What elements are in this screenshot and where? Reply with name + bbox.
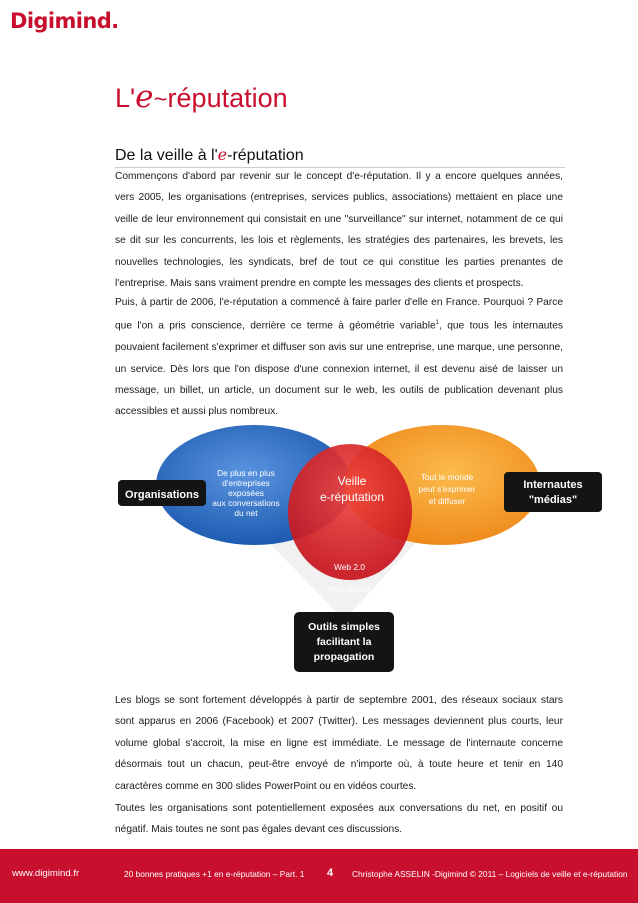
- subtitle-suffix: -réputation: [227, 147, 304, 164]
- veille-circle: [288, 444, 412, 580]
- paragraph-3: Les blogs se sont fortement développés à partir de septembre 2001, des réseaux sociaux stars sont apparus en 2006 (Facebook) et 2007 (Twitter). Les messages deviennent plus courts, leur volume global s'accroit, la mise en ligne est immédiate. Le message de l'internaute concerne désormais tout un chacun, peut-être envoyé de n'importe où, à toute heure et tenir en 140 caractères comme en 300 slides PowerPoint ou en vidéos courtes.: [115, 695, 563, 792]
- outils-label-3: propagation: [313, 651, 375, 663]
- left-text-2: d'entreprises: [222, 478, 270, 488]
- outils-label-2: facilitant la: [316, 636, 372, 648]
- footer-bar: [0, 849, 638, 903]
- footer-page-number: 4: [327, 867, 334, 879]
- right-text-3: et diffuser: [428, 496, 466, 506]
- left-text-5: du net: [234, 508, 258, 518]
- ereputation-diagram: [112, 420, 612, 680]
- paragraph-4: Toutes les organisations sont potentiellement exposées aux conversations du net, en positif ou négatif. Mais toutes ne sont pas égales devant ces discussions.: [115, 803, 563, 836]
- right-text-1: Tout le monde: [420, 472, 474, 482]
- center-label-2: e-réputation: [319, 490, 385, 504]
- internautes-label-2: "médias": [528, 494, 578, 506]
- title-suffix: réputation: [167, 83, 288, 113]
- paragraph-2: [115, 292, 563, 423]
- right-text-2: peut s'exprimer: [418, 484, 476, 494]
- internautes-label-1: Internautes: [523, 479, 583, 491]
- paragraph-1: Commençons d'abord par revenir sur le concept d'e-réputation. Il y a encore quelques années, vers 2005, les organisations (entreprises, services publics, associations) mettaient en place une veille de leur environnement qui consistait en une "surveillance" sur internet, notamment de ce qui se dit sur les concurrents, les lois et règlements, les stratégies des partenaires, les brevets, les nouvelles technologies, les syndicats, bref de tout ce qui constitue les parties prenantes de l'entreprise. Mais sans vraiment prendre en compte les messages des clients et prospects.: [115, 171, 563, 290]
- title-e: e: [135, 79, 154, 115]
- footer-doc-title: 20 bonnes pratiques +1 en e-réputation – Part. 1: [124, 869, 305, 879]
- paragraph-2-end: , que tous les internautes pouvaient facilement s'exprimer et diffuser son avis sur une entreprise, une marque, une personne, un service. Dès lors que l'on dispose d'une connexion internet, il est devenu aisé de laisser un message, un billet, un article, un document sur le web, les outils de publication devenant plus accessibles et aussi plus nombreux.: [115, 320, 563, 418]
- title-tilde: ~: [153, 86, 168, 113]
- footnote-ref[interactable]: 1: [435, 320, 439, 327]
- page-title: [115, 80, 288, 117]
- organisations-label: Organisations: [125, 489, 199, 501]
- left-text-1: De plus en plus: [217, 468, 275, 478]
- title-prefix: L': [115, 83, 136, 113]
- subtitle-prefix: De la veille à l': [115, 147, 218, 164]
- footer-author: Christophe ASSELIN -Digimind © 2011 – Logiciels de veille et e-réputation: [352, 869, 628, 879]
- outils-label-1: Outils simples: [308, 621, 380, 633]
- footer-site-link[interactable]: www.digimind.fr: [12, 868, 80, 879]
- web20-label: Web 2.0: [334, 562, 366, 572]
- section-heading: [115, 145, 565, 168]
- internautes-box: [504, 472, 602, 512]
- web-social-label: > Web Social: [320, 584, 370, 594]
- left-text-4: aux conversations: [212, 498, 280, 508]
- left-text-3: exposées: [228, 488, 264, 498]
- digimind-logo: Digimind.: [10, 9, 119, 33]
- subtitle-e: e: [217, 145, 228, 164]
- center-label-1: Veille: [337, 474, 367, 488]
- paragraph-2-start: Puis, à partir de 2006, l'e-réputation a commencé à faire parler d'elle en France. Pourquoi ? Parce que l'on a pris conscience, derrière ce terme à géométrie variable: [115, 297, 563, 332]
